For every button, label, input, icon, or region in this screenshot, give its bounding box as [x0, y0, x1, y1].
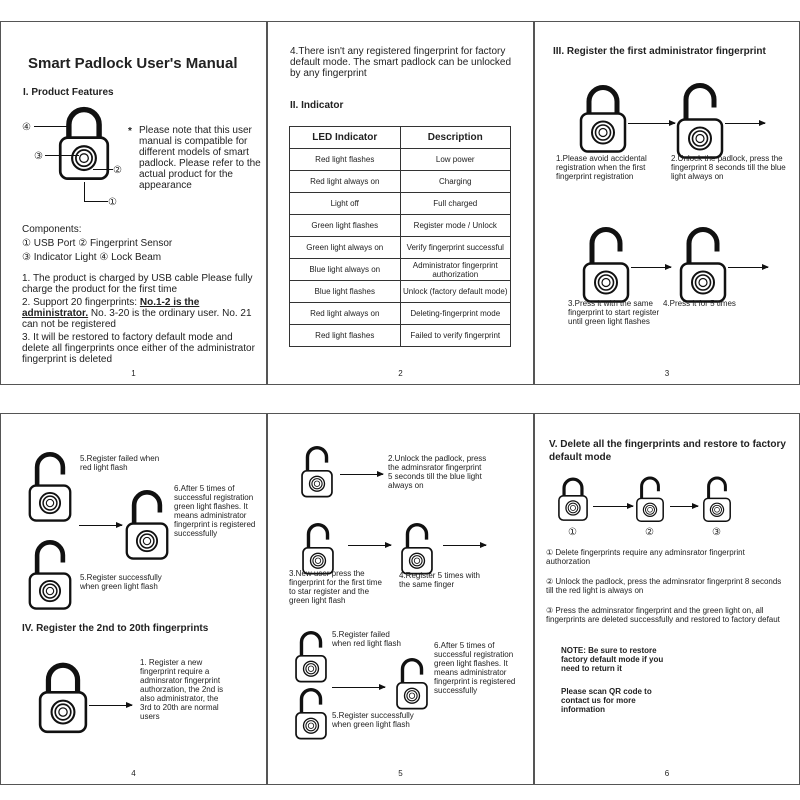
- table-row: [290, 193, 511, 215]
- step-3-text: 3.New user press the fingerprint for the first time to star register and the green light flash: [289, 569, 382, 605]
- page-number: 4: [131, 769, 136, 778]
- iv-step-1-text: 1. Register a new fingerprint require a adminsrator fingerprint authorzation, the 2nd is also administrator, the 3rd to 20th are normal users: [140, 658, 224, 721]
- arrow-right-icon: [670, 506, 698, 507]
- delete-step-1-text: ① Delete fingerprints require any adminsrator fingerprint authorzation: [546, 548, 745, 566]
- padlock-closed-icon: [37, 645, 89, 750]
- led-indicator-cell: Light off: [290, 193, 401, 215]
- description-cell: Verify fingerprint successful: [400, 237, 511, 259]
- components-line-1: ① USB Port ② Fingerprint Sensor: [22, 238, 173, 249]
- manual-title: Smart Padlock User's Manual: [28, 55, 238, 72]
- section-delete-restore: V. Delete all the fingerprints and restore to factory default mode: [549, 439, 786, 463]
- table-row: [290, 325, 511, 347]
- marker-3: ③: [712, 527, 721, 538]
- section-indicator: II. Indicator: [290, 100, 344, 111]
- arrow-right-icon: [443, 545, 486, 546]
- led-indicator-cell: Green light flashes: [290, 215, 401, 237]
- marker-1: ①: [568, 527, 577, 538]
- page-number: 6: [664, 769, 670, 778]
- components-line-2: ③ Indicator Light ④ Lock Beam: [22, 252, 162, 263]
- padlock-open-icon: [27, 522, 73, 627]
- page-number: 3: [664, 369, 670, 378]
- delete-step-2-text: ② Unlock the padlock, press the adminsrator fingerprint 8 seconds till the red light is always on: [546, 577, 782, 595]
- feature-item-1: 1. The product is charged by USB cable Please fully charge the product for the first time: [22, 273, 253, 295]
- led-indicator-cell: Red light always on: [290, 303, 401, 325]
- led-indicator-cell: Blue light always on: [290, 259, 401, 281]
- led-indicator-table: [289, 126, 511, 347]
- arrow-right-icon: [89, 705, 132, 706]
- led-indicator-cell: Green light always on: [290, 237, 401, 259]
- callout-fingerprint-sensor: ②: [113, 165, 122, 176]
- section-register-users: IV. Register the 2nd to 20th fingerprints: [22, 623, 209, 634]
- arrow-right-icon: [628, 123, 675, 124]
- table-row: [290, 215, 511, 237]
- step-6-text: 6.After 5 times of successful registration green light flashes. It means administrator fingerprint is registered successfully: [434, 641, 516, 695]
- callout-usb-port: ①: [108, 197, 117, 208]
- feature-item-2: 2. Support 20 fingerprints: No.1-2 is the administrator. No. 3-20 is the ordinary user. No. 21 can not be registered: [22, 297, 252, 330]
- callout-indicator-light: ③: [34, 151, 43, 162]
- manual-page-5: [267, 413, 534, 785]
- led-indicator-cell: Blue light flashes: [290, 281, 401, 303]
- qr-contact-note: Please scan QR code to contact us for more information: [561, 687, 652, 714]
- padlock-open-icon: [294, 676, 328, 751]
- step-5-failed-text: 5.Register failed when red light flash: [80, 454, 160, 472]
- manual-page-1: [0, 21, 267, 385]
- arrow-right-icon: [348, 545, 391, 546]
- column-header: LED Indicator: [290, 127, 401, 149]
- description-cell: Administrator fingerprint authorization: [400, 259, 511, 281]
- section-register-admin: III. Register the first administrator fingerprint: [553, 46, 766, 57]
- description-cell: Failed to verify fingerprint: [400, 325, 511, 347]
- step-5-failed-text: 5.Register failed when red light flash: [332, 630, 401, 648]
- manual-page-4: [0, 413, 267, 785]
- padlock-open-icon: [124, 472, 170, 577]
- table-row: [290, 237, 511, 259]
- description-cell: Deleting-fingerprint mode: [400, 303, 511, 325]
- arrow-right-icon: [340, 474, 383, 475]
- arrow-right-icon: [332, 687, 385, 688]
- arrow-right-icon: [79, 525, 122, 526]
- arrow-right-icon: [631, 267, 671, 268]
- description-cell: Charging: [400, 171, 511, 193]
- step-2-text: 2.Unlock the padlock, press the adminsrator fingerprint 5 seconds till the blue light always on: [388, 454, 487, 490]
- page-number: 5: [398, 769, 403, 778]
- description-cell: Low power: [400, 149, 511, 171]
- table-row: [290, 149, 511, 171]
- step-4-text: 4.Register 5 times with the same finger: [399, 571, 480, 589]
- step-2-text: 2.Unlock the padlock, press the fingerprint 8 seconds till the blue light always on: [671, 154, 786, 181]
- delete-step-3-text: ③ Press the adminsrator fingerprint and the green light on, all fingerprints are deleted successfully and restored to factory defaut: [546, 606, 780, 624]
- padlock-open-icon: [395, 646, 429, 721]
- note-asterisk: *: [128, 126, 132, 137]
- step-1-text: 1.Please avoid accidental registration when the first fingerprint registration: [556, 154, 647, 181]
- padlock-diagram-icon: [57, 104, 111, 182]
- components-title: Components:: [22, 224, 82, 235]
- section-product-features: I. Product Features: [23, 87, 114, 98]
- step-5-success-text: 5.Register successfully when green light flash: [332, 711, 414, 729]
- page-number: 1: [131, 369, 136, 378]
- padlock-open-icon: [300, 434, 334, 509]
- manual-page-3: [534, 21, 800, 385]
- manual-page-2: [267, 21, 534, 385]
- led-indicator-cell: Red light flashes: [290, 325, 401, 347]
- table-header-row: [290, 127, 511, 149]
- page-number: 2: [398, 369, 403, 378]
- led-indicator-cell: Red light always on: [290, 171, 401, 193]
- arrow-right-icon: [593, 506, 633, 507]
- step-3-text: 3.Press it with the same fingerprint to start register until green light flashes: [568, 299, 660, 326]
- table-row: [290, 259, 511, 281]
- feature-item-4: 4.There isn't any registered fingerprint for factory default mode. The smart padlock can be unlocked by any fingerprint: [290, 46, 512, 79]
- padlock-closed-icon: [557, 470, 589, 528]
- step-4-text: 4.Press it for 5 times: [663, 299, 736, 308]
- marker-2: ②: [645, 527, 654, 538]
- description-cell: Unlock (factory default mode): [400, 281, 511, 303]
- table-row: [290, 281, 511, 303]
- restore-note: NOTE: Be sure to restore factory default mode if you need to return it: [561, 646, 664, 673]
- padlock-open-icon: [635, 470, 665, 528]
- table-row: [290, 303, 511, 325]
- compatibility-note: Please note that this user manual is compatible for different models of smart padlock. Please refer to the actual product for the appearance: [139, 125, 261, 191]
- led-indicator-cell: Red light flashes: [290, 149, 401, 171]
- manual-page-6: [534, 413, 800, 785]
- padlock-open-icon: [702, 470, 732, 528]
- column-header: Description: [400, 127, 511, 149]
- callout-lock-beam: ④: [22, 122, 31, 133]
- arrow-right-icon: [725, 123, 765, 124]
- table-row: [290, 171, 511, 193]
- description-cell: Register mode / Unlock: [400, 215, 511, 237]
- description-cell: Full charged: [400, 193, 511, 215]
- feature-item-3: 3. It will be restored to factory default mode and delete all fingerprints once either of the administrator fingerprint is deleted: [22, 332, 255, 365]
- step-6-text: 6.After 5 times of successful registration green light flashes. It means administrator fingerprint is registered successfully: [174, 484, 256, 538]
- arrow-right-icon: [728, 267, 768, 268]
- step-5-success-text: 5.Register successfully when green light flash: [80, 573, 162, 591]
